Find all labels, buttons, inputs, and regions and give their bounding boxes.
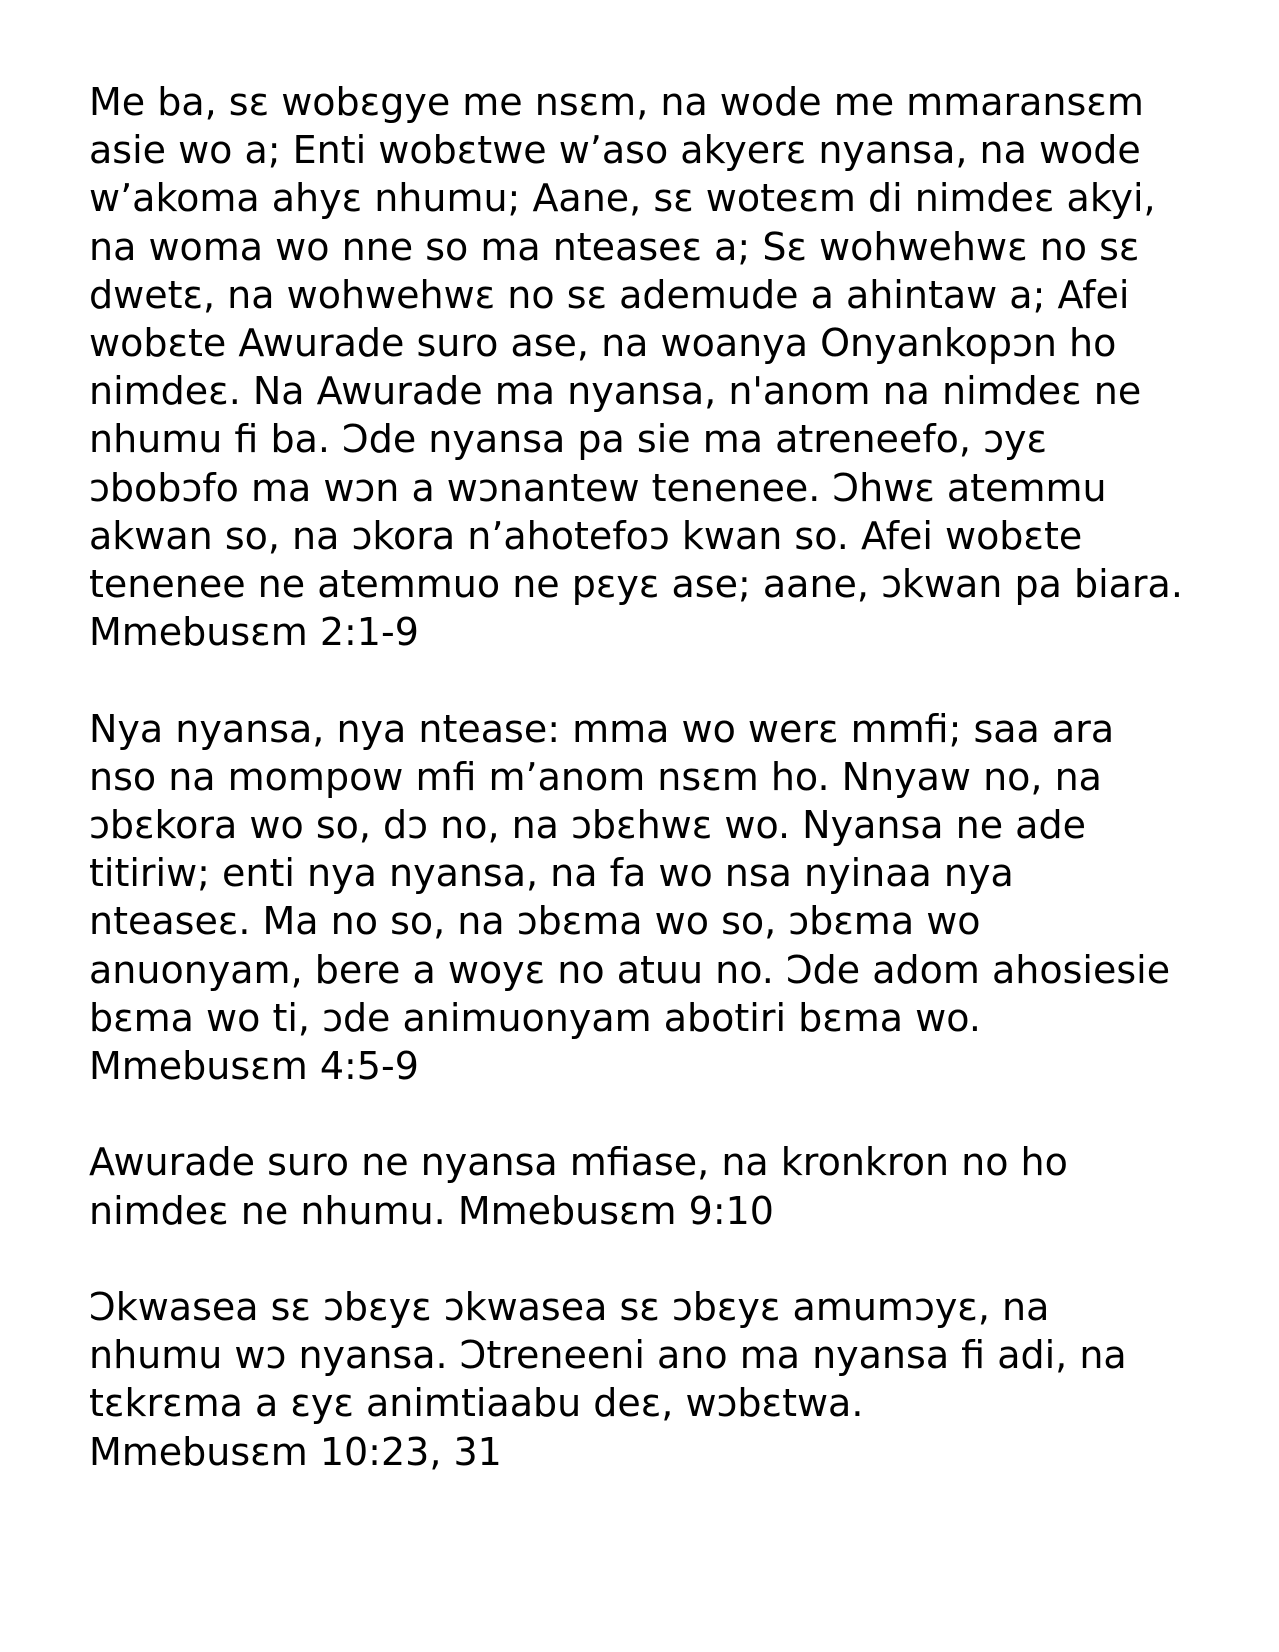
- passage-proverbs-10-23-31: [89, 1283, 1199, 1476]
- passage-proverbs-4-5-9: [89, 705, 1199, 1091]
- verse-reference: Mmebusɛm 10:23, 31: [89, 1429, 502, 1474]
- passage-proverbs-2-1-9: [89, 78, 1199, 656]
- text-line: Awurade suro ne nyansa mfiase, na kronkron no ho: [89, 1140, 1068, 1185]
- verse-reference: Mmebusɛm 2:1-9: [89, 610, 419, 655]
- document-page: [89, 78, 1199, 1476]
- text-line: tɛkrɛma a ɛyɛ animtiaabu deɛ, wɔbɛtwa.: [89, 1381, 864, 1426]
- text-line: asie wo a; Enti wobɛtwe w’aso akyerɛ nyansa, na wode: [89, 128, 1141, 173]
- text-line: Nya nyansa, nya ntease: mma wo werɛ mmfi; saa ara: [89, 706, 1115, 751]
- text-line: akwan so, na ɔkora n’ahotefoɔ kwan so. Afei wobɛte: [89, 513, 1083, 558]
- text-line: titiriw; enti nya nyansa, na fa wo nsa nyinaa nya: [89, 851, 1014, 896]
- text-line: na woma wo nne so ma nteaseɛ a; Sɛ wohwehwɛ no sɛ: [89, 224, 1140, 269]
- text-line: ɔbobɔfo ma wɔn a wɔnantew tenenee. Ɔhwɛ atemmu: [89, 465, 1107, 510]
- text-line: nhumu wɔ nyansa. Ɔtreneeni ano ma nyansa fi adi, na: [89, 1333, 1127, 1378]
- text-line: Ɔkwasea sɛ ɔbɛyɛ ɔkwasea sɛ ɔbɛyɛ amumɔyɛ, na: [89, 1285, 1050, 1330]
- text-line: wobɛte Awurade suro ase, na woanya Onyankopɔn ho: [89, 321, 1117, 366]
- text-line: nso na mompow mfi m’anom nsɛm ho. Nnyaw no, na: [89, 754, 1102, 799]
- verse-reference: Mmebusɛm 4:5-9: [89, 1044, 419, 1089]
- text-line: nhumu fi ba. Ɔde nyansa pa sie ma atreneefo, ɔyɛ: [89, 417, 1047, 462]
- text-line: bɛma wo ti, ɔde animuonyam abotiri bɛma wo.: [89, 995, 981, 1040]
- text-line: tenenee ne atemmuo ne pɛyɛ ase; aane, ɔkwan pa biara.: [89, 562, 1183, 607]
- text-line: Me ba, sɛ wobɛgye me nsɛm, na wode me mmaransɛm: [89, 80, 1144, 124]
- text-line: w’akoma ahyɛ nhumu; Aane, sɛ woteɛm di nimdeɛ akyi,: [89, 176, 1156, 221]
- text-line: ɔbɛkora wo so, dɔ no, na ɔbɛhwɛ wo. Nyansa ne ade: [89, 803, 1086, 848]
- text-line: anuonyam, bere a woyɛ no atuu no. Ɔde adom ahosiesie: [89, 947, 1171, 992]
- text-line: nimdeɛ. Na Awurade ma nyansa, n'anom na nimdeɛ ne: [89, 369, 1142, 414]
- text-line: nimdeɛ ne nhumu. Mmebusɛm 9:10: [89, 1188, 774, 1233]
- text-line: nteaseɛ. Ma no so, na ɔbɛma wo so, ɔbɛma wo: [89, 899, 981, 944]
- text-line: dwetɛ, na wohwehwɛ no sɛ ademude a ahintaw a; Afei: [89, 272, 1130, 317]
- passage-proverbs-9-10: [89, 1138, 1199, 1234]
